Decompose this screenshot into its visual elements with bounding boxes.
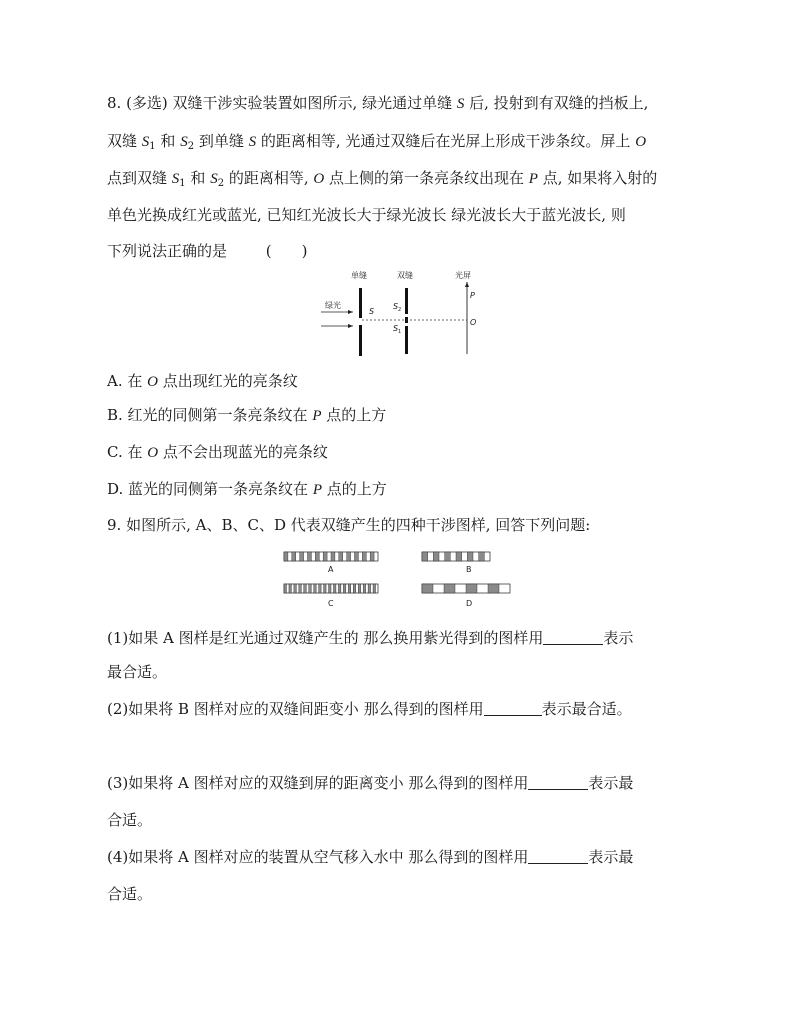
- q8-line-5: [107, 241, 308, 261]
- fringe-stripe: [292, 552, 296, 561]
- label-d: D: [466, 599, 473, 608]
- var-s: S: [456, 96, 465, 112]
- fringe-stripe: [433, 552, 439, 561]
- label-o: O: [470, 318, 477, 327]
- text: 9. 如图所示, A、B、C、D 代表双缝产生的四种干涉图样, 回答下列问题:: [107, 516, 591, 534]
- fringe-stripe: [343, 584, 345, 593]
- label-s1-sub: 1: [398, 329, 402, 335]
- fringe-stripe: [308, 552, 312, 561]
- fringe-stripe: [422, 584, 433, 593]
- sub: 1: [149, 141, 156, 152]
- single-slit-lower: [359, 325, 362, 356]
- double-slit-upper: [405, 288, 408, 314]
- text: 单色光换成红光或蓝光, 已知红光波长大于绿光波长 绿光波长大于蓝光波长, 则: [107, 206, 626, 224]
- text: 点, 如果将入射的: [537, 169, 658, 187]
- label-s1: S: [393, 324, 399, 333]
- answer-blank-1[interactable]: [543, 630, 603, 645]
- option-b: [107, 405, 386, 426]
- pattern-b: [422, 552, 490, 561]
- fringe-stripe: [445, 552, 451, 561]
- fringe-stripe: [309, 584, 311, 593]
- answer-blank-2[interactable]: [484, 701, 542, 716]
- fringe-stripe: [488, 584, 499, 593]
- sub: 2: [217, 178, 225, 189]
- fringe-stripe: [355, 552, 359, 561]
- fringe-stripe: [373, 584, 375, 593]
- var-p: P: [312, 408, 322, 424]
- option-text: 点出现红光的亮条纹: [157, 372, 298, 390]
- fringe-stripe: [456, 552, 462, 561]
- option-text: C. 在: [107, 443, 148, 461]
- var-s2: S: [210, 171, 218, 187]
- var-p: P: [312, 482, 322, 498]
- text: (1)如果 A 图样是红光通过双缝产生的 那么换用紫光得到的图样用: [107, 629, 544, 647]
- var-o: O: [635, 134, 647, 150]
- fringe-stripe: [294, 584, 296, 593]
- text: 表示最合适。: [541, 700, 632, 718]
- interference-patterns-figure: [282, 550, 512, 612]
- label-screen: 光屏: [455, 271, 471, 280]
- fringe-stripe: [353, 584, 355, 593]
- fringe-stripe: [466, 584, 477, 593]
- option-a: [107, 371, 298, 392]
- fringe-stripe: [479, 552, 485, 561]
- fringe-stripe: [304, 584, 306, 593]
- q9-part-1-cont: [107, 662, 167, 682]
- fringe-stripe: [363, 584, 365, 593]
- fringe-stripe: [370, 552, 374, 561]
- fringe-stripe: [358, 584, 360, 593]
- text: 到单缝: [194, 132, 249, 150]
- q8-line-4: [107, 205, 626, 225]
- label-s2: S: [393, 302, 399, 311]
- fringe-stripe: [300, 552, 304, 561]
- var-s1: S: [171, 171, 180, 187]
- text: 最合适。: [107, 663, 168, 681]
- text: 点到双缝: [107, 169, 172, 187]
- q8-prefix: 8. (多选) 双缝干涉实验装置如图所示, 绿光通过单缝: [107, 94, 457, 112]
- fringe-stripe: [289, 584, 291, 593]
- q8-line-1: [107, 93, 648, 114]
- q9-part-4: [107, 847, 633, 867]
- text: 表示最: [588, 774, 634, 792]
- option-d: [107, 479, 387, 500]
- q8-line1-tail: 后, 投射到有双缝的挡板上,: [464, 94, 649, 112]
- q9-part-2: [107, 699, 632, 719]
- option-text: D. 蓝光的同侧第一条亮条纹在: [107, 480, 313, 498]
- screen-arrow: [465, 282, 469, 287]
- fringe-stripe: [362, 552, 366, 561]
- fringe-stripe: [333, 584, 335, 593]
- label-b: B: [466, 565, 472, 574]
- var-o: O: [313, 171, 325, 187]
- arrow-upper: [348, 310, 353, 314]
- var-o: O: [147, 374, 158, 390]
- q8-line-3: [107, 168, 657, 194]
- double-slit-figure: [315, 268, 515, 360]
- fringe-stripe: [339, 552, 343, 561]
- fringe-stripe: [324, 584, 326, 593]
- option-text: 点的上方: [321, 480, 387, 498]
- text: 和: [185, 169, 211, 187]
- fringe-stripe: [331, 552, 335, 561]
- single-slit-upper: [359, 288, 362, 318]
- option-text: 点不会出现蓝光的亮条纹: [158, 443, 328, 461]
- fringe-stripe: [422, 552, 428, 561]
- var-s: S: [248, 134, 257, 150]
- fringe-stripe: [299, 584, 301, 593]
- pattern-a: [284, 552, 378, 561]
- text: 合适。: [107, 885, 153, 903]
- q9-part-4-cont: [107, 884, 152, 904]
- sub: 1: [179, 178, 186, 189]
- text: 双缝: [107, 132, 142, 150]
- q8-line-2: [107, 131, 646, 157]
- answer-paren: ( ): [265, 242, 308, 260]
- label-s2-sub: 2: [398, 307, 402, 313]
- label-c: C: [328, 599, 334, 608]
- option-text: 点的上方: [321, 406, 387, 424]
- fringe-stripe: [347, 552, 351, 561]
- text: 的距离相等, 光通过双缝后在光屏上形成干涉条纹。屏上: [256, 132, 636, 150]
- text: 下列说法正确的是: [107, 242, 228, 260]
- text: 的距离相等,: [224, 169, 314, 187]
- fringe-stripe: [368, 584, 370, 593]
- fringe-stripe: [284, 552, 288, 561]
- label-s: S: [369, 307, 375, 316]
- label-a: A: [328, 565, 334, 574]
- pattern-c: [284, 584, 378, 593]
- text: (2)如果将 B 图样对应的双缝间距变小 那么得到的图样用: [107, 700, 484, 718]
- answer-blank-4[interactable]: [528, 849, 588, 864]
- fringe-stripe: [315, 552, 319, 561]
- label-double-slit: 双缝: [397, 271, 413, 280]
- text: 表示最: [588, 848, 634, 866]
- fringe-stripe: [444, 584, 455, 593]
- label-green-light: 绿光: [325, 301, 341, 310]
- text: 合适。: [107, 811, 153, 829]
- fringe-stripe: [329, 584, 331, 593]
- fringe-stripe: [323, 552, 327, 561]
- label-single-slit: 单缝: [351, 271, 367, 280]
- var-o: O: [147, 445, 159, 461]
- q9-part-3: [107, 773, 633, 793]
- q9-stem: [107, 515, 590, 535]
- text: 点上侧的第一条亮条纹出现在: [324, 169, 529, 187]
- fringe-stripe: [467, 552, 473, 561]
- text: (3)如果将 A 图样对应的双缝到屏的距离变小 那么得到的图样用: [107, 774, 529, 792]
- q9-part-3-cont: [107, 810, 152, 830]
- text: 表示: [603, 629, 634, 647]
- fringe-stripe: [348, 584, 350, 593]
- option-text: B. 红光的同侧第一条亮条纹在: [107, 406, 313, 424]
- arrow-lower: [348, 324, 353, 328]
- q9-part-1: [107, 628, 633, 648]
- text: 和: [155, 132, 181, 150]
- answer-blank-3[interactable]: [528, 775, 588, 790]
- var-p: P: [528, 171, 538, 187]
- text: (4)如果将 A 图样对应的装置从空气移入水中 那么得到的图样用: [107, 848, 529, 866]
- pattern-d: [422, 584, 510, 593]
- fringe-stripe: [338, 584, 340, 593]
- label-p: P: [470, 291, 475, 300]
- fringe-stripe: [319, 584, 321, 593]
- option-text: A. 在: [107, 372, 148, 390]
- option-c: [107, 442, 328, 463]
- fringe-stripe: [314, 584, 316, 593]
- var-s2: S: [180, 134, 188, 150]
- fringe-stripe: [284, 584, 286, 593]
- var-s1: S: [141, 134, 150, 150]
- double-slit-lower: [405, 326, 408, 354]
- sub: 2: [187, 141, 195, 152]
